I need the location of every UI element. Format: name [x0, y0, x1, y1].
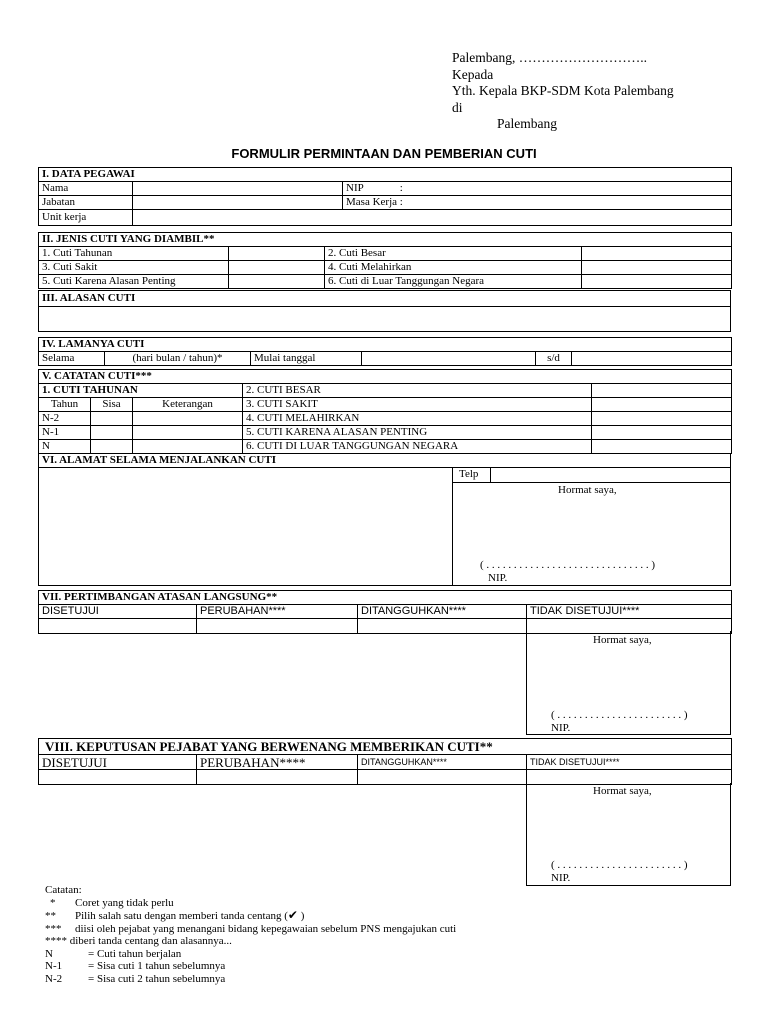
note-5: N = Cuti tahun berjalan	[45, 947, 182, 960]
note-1: * Coret yang tidak perlu	[50, 896, 174, 909]
form-title: FORMULIR PERMINTAAN DAN PEMBERIAN CUTI	[231, 146, 537, 161]
nama-label: Nama	[39, 182, 133, 196]
tahun-header: Tahun	[39, 398, 91, 412]
section6-nip: NIP.	[488, 572, 508, 584]
jabatan-label: Jabatan	[39, 196, 133, 210]
cuti-melahirkan-label: 4. Cuti Melahirkan	[325, 261, 582, 275]
note-3: *** diisi oleh pejabat yang menangani bidang kepegawaian sebelum PNS mengajukan cuti	[45, 922, 457, 935]
note-2: ** Pilih salah satu dengan memberi tanda centang (✔ )	[45, 908, 305, 922]
place-date: Palembang, ………………………..	[452, 50, 647, 65]
letterhead	[452, 50, 674, 133]
catatan-cuti-sakit-field[interactable]	[592, 398, 732, 412]
sisa-n1-field[interactable]	[91, 426, 133, 440]
cuti-besar-label: 2. Cuti Besar	[325, 247, 582, 261]
section7-heading: VII. PERTIMBANGAN ATASAN LANGSUNG**	[39, 591, 732, 605]
cuti-sakit-label: 3. Cuti Sakit	[39, 261, 229, 275]
alamat-vdivider	[452, 467, 453, 586]
note-4: **** diberi tanda centang dan alasannya...	[45, 935, 232, 947]
cuti-melahirkan-check[interactable]	[582, 261, 732, 275]
note-7: N-2 = Sisa cuti 2 tahun sebelumnya	[45, 972, 226, 985]
notes	[45, 884, 456, 985]
section4-heading: IV. LAMANYA CUTI	[39, 338, 732, 352]
catatan-cuti-melahirkan-label: 4. CUTI MELAHIRKAN	[243, 412, 592, 426]
section5-heading: V. CATATAN CUTI***	[39, 370, 732, 384]
durasi-unit: (hari bulan / tahun)*	[132, 352, 223, 364]
telp-label: Telp	[459, 468, 479, 480]
sisa-header: Sisa	[91, 398, 133, 412]
catatan-cuti-luar-tanggungan-field[interactable]	[592, 440, 732, 454]
pejabat-ditangguhkan-field[interactable]	[358, 770, 527, 785]
atasan-ditangguhkan-field[interactable]	[358, 619, 527, 634]
alamat-field[interactable]	[39, 468, 451, 585]
sisa-n2-field[interactable]	[91, 412, 133, 426]
tahun-n-label: N	[39, 440, 91, 454]
cuti-sakit-check[interactable]	[229, 261, 325, 275]
telp-field[interactable]	[491, 468, 730, 482]
cuti-luar-tanggungan-label: 6. Cuti di Luar Tanggungan Negara	[325, 275, 582, 289]
pejabat-perubahan-field[interactable]	[197, 770, 358, 785]
sisa-n-field[interactable]	[91, 440, 133, 454]
section3-heading: III. ALASAN CUTI	[39, 291, 731, 307]
section-data-pegawai	[38, 167, 732, 226]
atasan-disetujui-field[interactable]	[39, 619, 197, 634]
section8-hormat: Hormat saya,	[593, 785, 652, 797]
catatan-cuti-alasan-penting-label: 5. CUTI KARENA ALASAN PENTING	[243, 426, 592, 440]
section8-nip: NIP.	[551, 872, 571, 884]
catatan-cuti-besar-field[interactable]	[592, 384, 732, 398]
mulai-tanggal-label: Mulai tanggal	[251, 352, 362, 366]
tahun-n1-label: N-1	[39, 426, 91, 440]
catatan-cuti-sakit-label: 3. CUTI SAKIT	[243, 398, 592, 412]
keterangan-n1-field[interactable]	[133, 426, 243, 440]
cuti-luar-tanggungan-check[interactable]	[582, 275, 732, 289]
section-pertimbangan-atasan	[38, 590, 732, 634]
nip-label: NIP	[346, 182, 364, 194]
sd-label: s/d	[536, 352, 572, 366]
section7-signature-line[interactable]: ( . . . . . . . . . . . . . . . . . . . . . . . )	[551, 709, 688, 721]
durasi-field[interactable]	[105, 352, 251, 366]
notes-title: Catatan:	[45, 884, 82, 896]
pejabat-perubahan-header: PERUBAHAN****	[197, 755, 358, 770]
cuti-tahunan-check[interactable]	[229, 247, 325, 261]
catatan-cuti-alasan-penting-field[interactable]	[592, 426, 732, 440]
section-jenis-cuti	[38, 232, 732, 289]
cuti-tahunan-subheading: 1. CUTI TAHUNAN	[39, 384, 243, 398]
pejabat-tidak-disetujui-header: TIDAK DISETUJUI****	[527, 755, 732, 770]
section7-hormat: Hormat saya,	[593, 634, 652, 646]
sampai-tanggal-field[interactable]	[572, 352, 732, 366]
nama-field[interactable]	[133, 182, 343, 196]
section-lamanya-cuti	[38, 337, 732, 366]
keterangan-n2-field[interactable]	[133, 412, 243, 426]
section-catatan-cuti	[38, 369, 732, 454]
cuti-besar-check[interactable]	[582, 247, 732, 261]
tahun-n2-label: N-2	[39, 412, 91, 426]
mulai-tanggal-field[interactable]	[362, 352, 536, 366]
keterangan-header: Keterangan	[133, 398, 243, 412]
section6-signature-line[interactable]: ( . . . . . . . . . . . . . . . . . . . . . . . . . . . . . . )	[480, 559, 656, 571]
keterangan-n-field[interactable]	[133, 440, 243, 454]
atasan-disetujui-header: DISETUJUI	[39, 605, 197, 619]
cuti-tahunan-label: 1. Cuti Tahunan	[39, 247, 229, 261]
atasan-tidak-disetujui-header: TIDAK DISETUJUI****	[527, 605, 732, 619]
section6-hormat: Hormat saya,	[558, 484, 617, 496]
section1-heading: I. DATA PEGAWAI	[39, 168, 732, 182]
addressee: Yth. Kepala BKP-SDM Kota Palembang	[452, 83, 674, 98]
section-alasan-cuti	[38, 290, 731, 332]
city: Palembang	[497, 116, 557, 131]
masa-kerja-label: Masa Kerja :	[346, 196, 403, 208]
pejabat-disetujui-header: DISETUJUI	[39, 755, 197, 770]
check-icon: ✔	[287, 908, 298, 922]
masa-kerja-field[interactable]	[343, 196, 732, 210]
jabatan-field[interactable]	[133, 196, 343, 210]
atasan-ditangguhkan-header: DITANGGUHKAN****	[358, 605, 527, 619]
section7-nip: NIP.	[551, 722, 571, 734]
cuti-alasan-penting-label: 5. Cuti Karena Alasan Penting	[39, 275, 229, 289]
section8-signature-line[interactable]: ( . . . . . . . . . . . . . . . . . . . . . . . )	[551, 859, 688, 871]
section6-heading: VI. ALAMAT SELAMA MENJALANKAN CUTI	[42, 454, 276, 466]
catatan-cuti-melahirkan-field[interactable]	[592, 412, 732, 426]
note-6: N-1 = Sisa cuti 1 tahun sebelumnya	[45, 960, 226, 972]
catatan-cuti-luar-tanggungan-label: 6. CUTI DI LUAR TANGGUNGAN NEGARA	[243, 440, 592, 454]
nip-field[interactable]: NIP :	[343, 182, 732, 196]
catatan-cuti-besar-label: 2. CUTI BESAR	[243, 384, 592, 398]
to-label: Kepada	[452, 66, 494, 82]
unit-kerja-field[interactable]	[133, 210, 732, 226]
section2-heading: II. JENIS CUTI YANG DIAMBIL**	[39, 233, 732, 247]
alasan-cuti-field[interactable]	[39, 307, 731, 332]
atasan-perubahan-field[interactable]	[197, 619, 358, 634]
section-keputusan-pejabat	[38, 738, 732, 785]
selama-label: Selama	[39, 352, 105, 366]
at-label: di	[452, 99, 463, 115]
pejabat-disetujui-field[interactable]	[39, 770, 197, 785]
unit-kerja-label: Unit kerja	[39, 210, 133, 226]
pejabat-ditangguhkan-header: DITANGGUHKAN****	[358, 755, 527, 770]
section8-heading: VIII. KEPUTUSAN PEJABAT YANG BERWENANG MEMBERIKAN CUTI**	[39, 739, 732, 755]
cuti-alasan-penting-check[interactable]	[229, 275, 325, 289]
atasan-perubahan-header: PERUBAHAN****	[197, 605, 358, 619]
